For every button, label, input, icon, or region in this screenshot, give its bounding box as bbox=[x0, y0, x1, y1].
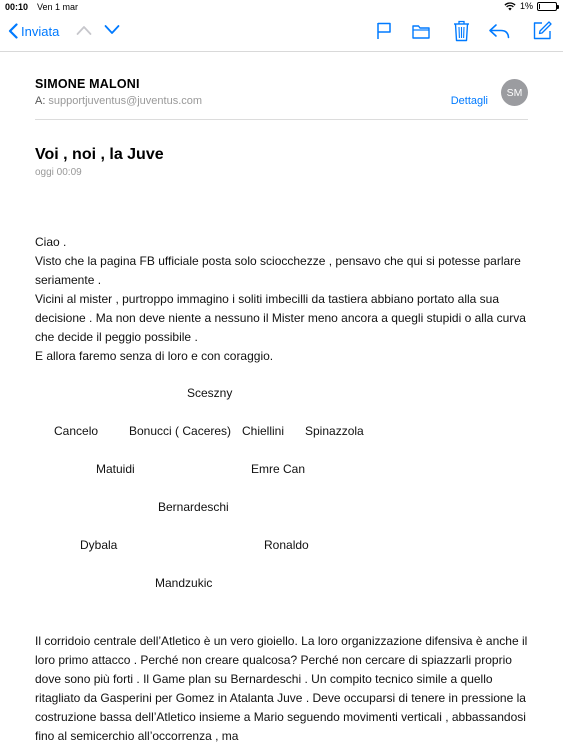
back-label: Inviata bbox=[21, 23, 60, 39]
player-defender: Spinazzola bbox=[305, 424, 364, 438]
reply-icon[interactable] bbox=[488, 23, 510, 39]
details-link[interactable]: Dettagli bbox=[450, 95, 488, 107]
message-header bbox=[35, 52, 528, 120]
mail-toolbar bbox=[0, 14, 563, 52]
body-paragraph: E allora faremo senza di loro e con coraggio. bbox=[35, 349, 274, 363]
player-defender: Bonucci ( Caceres) bbox=[129, 424, 232, 438]
body-paragraph: Vicini al mister , purtroppo immagino i soliti imbecilli da tastiera abbiano portato alla sua decisione . Ma non deve niente a nessuno il Mister meno ancora a quegli stupidi o alla curva che decide il peggio possibile . bbox=[35, 292, 526, 344]
folder-icon[interactable] bbox=[412, 23, 430, 39]
body-paragraph: Visto che la pagina FB ufficiale posta solo sciocchezze , pensavo che qui si potesse parlare seriamente . bbox=[35, 254, 521, 287]
message-subject: Voi , noi , la Juve bbox=[35, 146, 164, 163]
next-message-chevron-down-icon[interactable] bbox=[104, 24, 120, 36]
flag-icon[interactable] bbox=[376, 21, 392, 41]
player-midfielder: Matuidi bbox=[96, 462, 135, 476]
wifi-icon bbox=[504, 2, 516, 11]
chevron-left-icon bbox=[8, 23, 18, 39]
player-defender: Chiellini bbox=[242, 424, 285, 438]
player-striker: Mandzukic bbox=[155, 576, 213, 590]
status-date: Ven 1 mar bbox=[37, 2, 79, 12]
player-forward: Dybala bbox=[80, 538, 118, 552]
message-body bbox=[35, 233, 535, 366]
previous-message-chevron-up-icon[interactable] bbox=[76, 24, 92, 36]
trash-icon[interactable] bbox=[453, 20, 470, 42]
message-date: oggi 00:09 bbox=[35, 167, 82, 178]
player-forward: Ronaldo bbox=[264, 538, 309, 552]
recipient-line bbox=[35, 95, 202, 107]
player-goalkeeper: Sceszny bbox=[187, 386, 233, 400]
to-label: A: bbox=[35, 95, 46, 107]
status-right bbox=[504, 1, 557, 11]
back-button[interactable] bbox=[8, 23, 59, 39]
status-bar bbox=[0, 0, 563, 14]
player-attacking-midfielder: Bernardeschi bbox=[158, 500, 229, 514]
body-paragraph: Ciao . bbox=[35, 235, 67, 249]
player-defender: Cancelo bbox=[54, 424, 99, 438]
battery-percent: 1% bbox=[519, 1, 533, 11]
compose-icon[interactable] bbox=[533, 21, 552, 40]
recipient-address[interactable]: supportjuventus@juventus.com bbox=[48, 95, 203, 107]
battery-icon bbox=[537, 2, 557, 11]
player-midfielder: Emre Can bbox=[251, 462, 306, 476]
status-time: 00:10 bbox=[5, 2, 29, 12]
avatar[interactable]: SM bbox=[501, 79, 528, 106]
body-paragraph-closing: Il corridoio centrale dell’Atletico è un vero gioiello. La loro organizzazione difensiva è anche il loro primo attacco . Perché non creare qualcosa? Perché non cercare di spiazzarli proprio dove sono più forti . Il Game plan su Bernardeschi . Un compito tecnico simile a quello ritagliato da Gasperini per Gomez in Atalanta Juve . Deve occuparsi di tenere in pressione la costruzione bassa dell’Atletico insieme a Mario seguendo movimenti verticali , abbassandosi fino al semicerchio all’occorrenza , ma bbox=[35, 634, 528, 743]
sender-name: SIMONE MALONI bbox=[35, 77, 140, 91]
